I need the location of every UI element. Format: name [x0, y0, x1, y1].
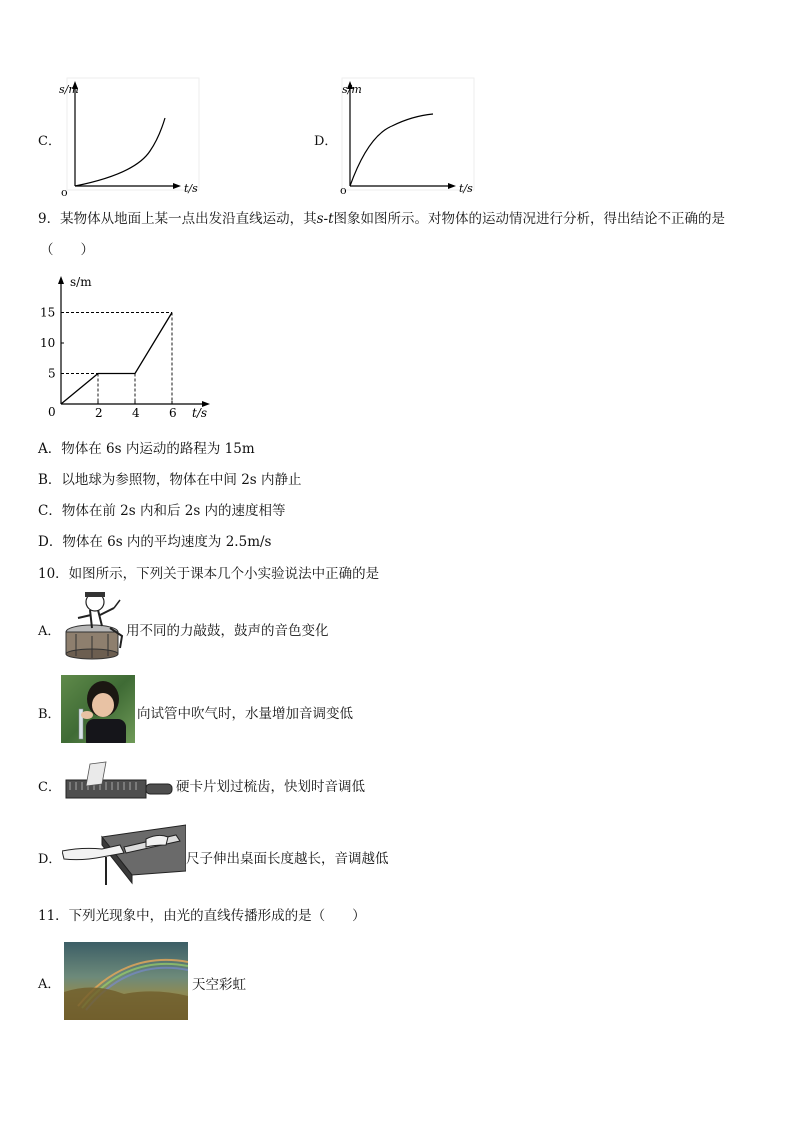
- q9-option-text: 物体在前 2s 内和后 2s 内的速度相等: [61, 503, 286, 519]
- graph-d: [330, 76, 480, 198]
- origin-label: o: [340, 184, 347, 197]
- q11-stem: 11．下列光现象中，由光的直线传播形成的是（ ）: [38, 908, 366, 924]
- y-axis-label: s/m: [70, 275, 92, 289]
- option-c-label: C．: [38, 134, 61, 149]
- q9-option-label: B．: [38, 472, 62, 488]
- q9-stem-part1: 9．某物体从地面上某一点出发沿直线运动，其: [38, 211, 317, 227]
- q11-option-a-label: A．: [38, 977, 61, 992]
- q9-option-label: C．: [38, 503, 62, 519]
- y-axis-arrow: [58, 276, 64, 284]
- x-axis-label: t/s: [459, 182, 473, 195]
- q10-option-a-label: A．: [38, 624, 61, 639]
- q9-stem: [38, 207, 725, 227]
- y-tick-label: 10: [40, 336, 56, 350]
- q10-option-c-text: 硬卡片划过梳齿，快划时音调低: [176, 779, 365, 795]
- rainbow-photo: [64, 942, 188, 1020]
- x-axis-arrow: [173, 183, 181, 189]
- drum-figure-image: [62, 588, 126, 660]
- q10-option-a-text: 用不同的力敲鼓，鼓声的音色变化: [126, 623, 329, 639]
- q10-option-d-label: D．: [38, 852, 62, 867]
- x-axis-label: t/s: [192, 406, 208, 420]
- x-axis-arrow: [448, 183, 456, 189]
- q9-option-a: [38, 437, 255, 457]
- y-axis-label: s/m: [342, 83, 362, 96]
- option-d-label: D．: [314, 134, 338, 149]
- origin-label: o: [61, 186, 68, 198]
- q9-option-b: [38, 468, 302, 488]
- q10-option-b-label: B．: [38, 707, 61, 722]
- graph-c: [55, 76, 205, 198]
- q9-option-text: 以地球为参照物，物体在中间 2s 内静止: [61, 472, 302, 488]
- q10-option-b-text: 向试管中吹气时，水量增加音调变低: [137, 706, 353, 722]
- q10-option-c-label: C．: [38, 780, 61, 795]
- x-tick-label: 6: [169, 406, 177, 420]
- q9-answer-paren: （ ）: [40, 242, 94, 258]
- y-axis-label: s/m: [59, 83, 79, 96]
- q9-series-line: [61, 313, 172, 405]
- x-tick-label: 4: [132, 406, 140, 420]
- q9-stem-var: s-t: [316, 211, 334, 227]
- comb-card-figure-image: [62, 760, 176, 808]
- x-tick-label: 2: [95, 406, 103, 420]
- q9-chart: [34, 270, 224, 425]
- origin-label: 0: [48, 405, 56, 419]
- q10-option-d-text: 尺子伸出桌面长度越长，音调越低: [186, 851, 389, 867]
- q9-option-text: 物体在 6s 内的平均速度为 2.5m/s: [62, 534, 272, 550]
- q9-option-label: A．: [38, 441, 62, 457]
- q9-option-label: D．: [38, 534, 63, 550]
- q10-stem: 10．如图所示，下列关于课本几个小实验说法中正确的是: [38, 566, 380, 582]
- ruler-table-figure-image: [62, 823, 186, 887]
- y-tick-label: 15: [40, 305, 56, 320]
- x-axis-label: t/s: [184, 182, 198, 195]
- graph-d-curve: [350, 114, 433, 186]
- q9-option-text: 物体在 6s 内运动的路程为 15m: [61, 441, 255, 457]
- q9-option-c: [38, 499, 286, 519]
- y-tick-label: 5: [48, 366, 56, 381]
- q11-option-a-text: 天空彩虹: [192, 977, 246, 993]
- girl-test-tube-photo: [61, 675, 135, 743]
- q9-stem-part2: 图象如图所示。对物体的运动情况进行分析，得出结论不正确的是: [333, 211, 726, 227]
- q9-option-d: [38, 530, 271, 550]
- graph-c-curve: [75, 118, 165, 186]
